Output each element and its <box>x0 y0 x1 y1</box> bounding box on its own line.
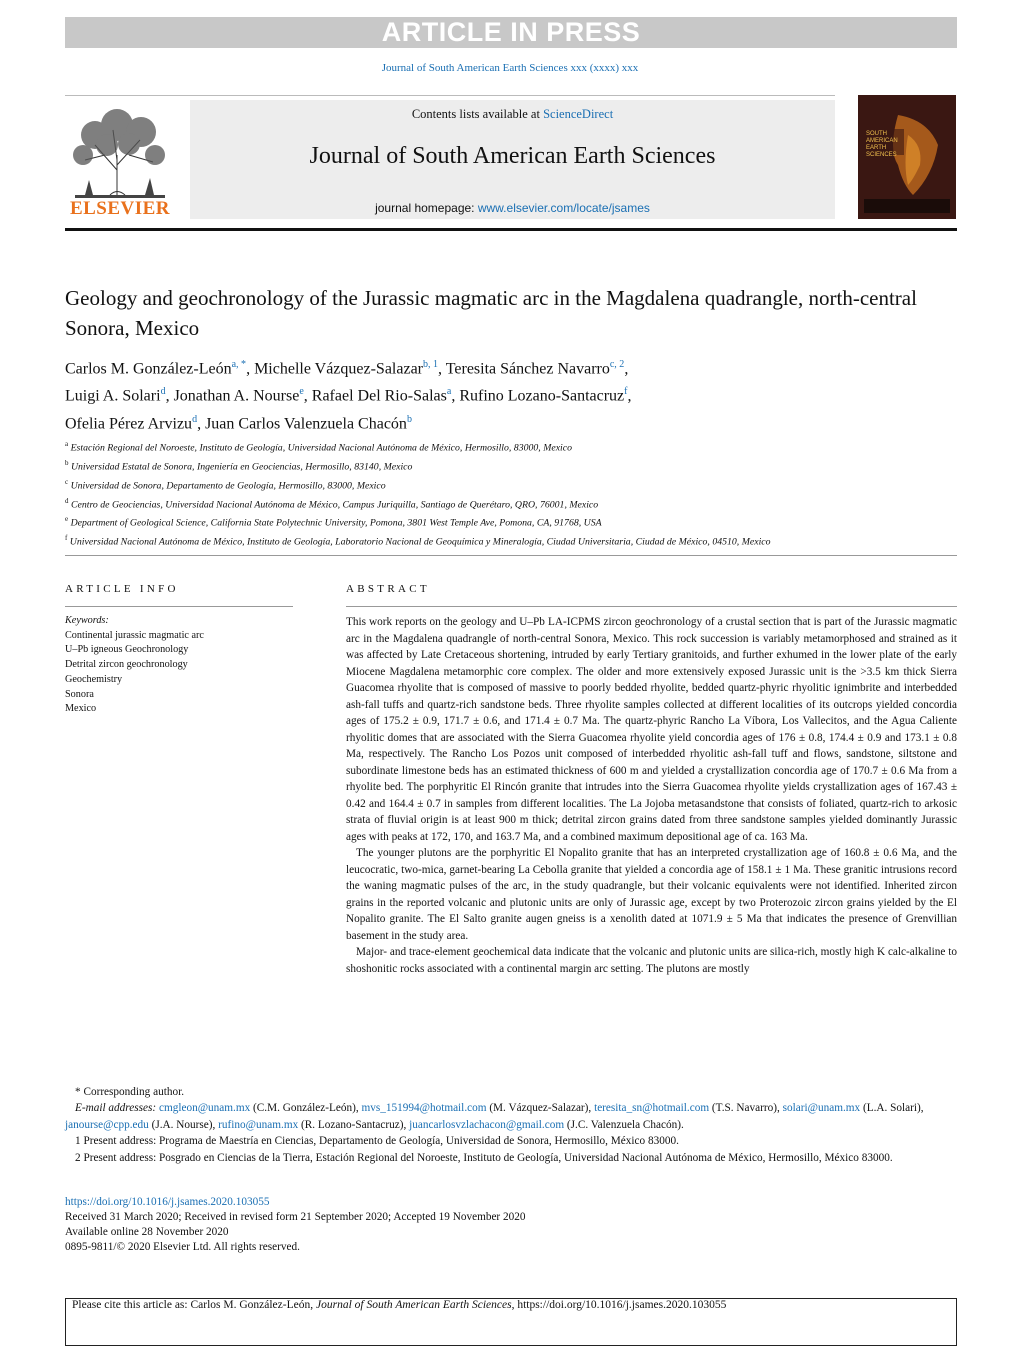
author-sep: , <box>165 387 174 405</box>
abstract-rule <box>346 606 957 607</box>
affiliation-e <box>65 512 957 531</box>
publication-info <box>65 1195 957 1255</box>
author-8[interactable]: Ofelia Pérez Arvizu <box>65 414 193 432</box>
keyword: U–Pb igneous Geochronology <box>65 644 189 656</box>
copyright: 0895-9811/© 2020 Elsevier Ltd. All rights reserved. <box>65 1241 300 1253</box>
author-4-affil[interactable]: d <box>160 386 166 398</box>
author-sep: , <box>197 414 206 432</box>
keyword: Geochemistry <box>65 673 123 685</box>
footnote-2: 2 Present address: Posgrado en Ciencias de la Tierra, Estación Regional del Noroeste, Instituto de Geología, Universidad Nacional Autónoma de México, Hermosillo, México 83000. <box>75 1151 893 1164</box>
author-6[interactable]: Rafael Del Rio-Salas <box>311 387 447 405</box>
doi-link[interactable]: https://doi.org/10.1016/j.jsames.2020.103055 <box>65 1196 270 1208</box>
homepage-link[interactable]: www.elsevier.com/locate/jsames <box>477 201 650 215</box>
keyword: Sonora <box>65 688 94 700</box>
email-link[interactable]: juancarlosvzlachacon@gmail.com <box>409 1118 565 1131</box>
homepage-prefix: journal homepage: <box>375 201 478 215</box>
email-owner: (L.A. Solari), <box>860 1102 924 1115</box>
corresponding-author-note: * Corresponding author. <box>75 1086 185 1098</box>
journal-cover-image[interactable] <box>858 95 956 219</box>
section-rule <box>65 555 957 556</box>
sciencedirect-link[interactable]: ScienceDirect <box>543 107 614 121</box>
cite-journal: Journal of South American Earth Sciences <box>315 1299 512 1311</box>
affil-key: e <box>65 515 69 524</box>
svg-text:AMERICAN: AMERICAN <box>866 138 898 144</box>
author-1-affil[interactable]: a, * <box>231 359 247 370</box>
affil-text: Universidad Estatal de Sonora, Ingeniería en Geociencias, Hermosillo, 83140, Mexico <box>70 461 413 473</box>
email-owner: (M. Vázquez-Salazar), <box>486 1102 595 1115</box>
keyword: Mexico <box>65 703 97 715</box>
email-link[interactable]: rufino@unam.mx <box>218 1118 299 1131</box>
author-3[interactable]: Teresita Sánchez Navarro <box>445 360 610 378</box>
author-sep: , <box>451 387 460 405</box>
elsevier-wordmark: ELSEVIER <box>69 198 171 219</box>
affiliation-a <box>65 437 957 456</box>
affil-key: d <box>65 496 69 505</box>
article-info-heading: ARTICLE INFO <box>65 583 179 595</box>
affil-key: f <box>65 534 68 543</box>
email-link[interactable]: mvs_151994@hotmail.com <box>361 1102 487 1115</box>
author-sep: , <box>303 387 312 405</box>
affil-text: Department of Geological Science, California State Polytechnic University, Pomona, 3801 West Temple Ave, Pomona, CA, 91768, USA <box>70 517 602 529</box>
affiliation-b <box>65 456 957 475</box>
keyword: Continental jurassic magmatic arc <box>65 629 204 641</box>
journal-title: Journal of South American Earth Sciences <box>309 143 716 169</box>
affil-text: Centro de Geociencias, Universidad Nacional Autónoma de México, Campus Juriquilla, Santiago de Querétaro, QRO, 76001, Mexico <box>70 498 599 510</box>
author-2-affil[interactable]: b, 1 <box>423 359 439 370</box>
affil-key: a <box>65 440 69 448</box>
author-8-affil[interactable]: d <box>192 413 198 425</box>
header-bottom-rule <box>65 228 957 231</box>
email-label: E-mail addresses: <box>75 1102 159 1115</box>
cover-art <box>858 95 956 219</box>
cite-suffix: , https://doi.org/10.1016/j.jsames.2020.103055 <box>511 1299 727 1311</box>
article-in-press-banner: ARTICLE IN PRESS <box>65 17 957 48</box>
author-2[interactable]: Michelle Vázquez-Salazar <box>254 360 424 378</box>
keyword: Detrital zircon geochronology <box>65 659 188 671</box>
email-link[interactable]: solari@unam.mx <box>782 1102 861 1115</box>
svg-text:SCIENCES: SCIENCES <box>866 152 897 158</box>
email-owner: (R. Lozano-Santacruz), <box>298 1118 410 1131</box>
affil-key: c <box>65 477 69 486</box>
article-info-rule <box>65 606 293 607</box>
abstract-body <box>346 614 957 977</box>
affiliation-c <box>65 475 957 494</box>
affil-key: b <box>65 458 69 467</box>
author-sep: , <box>627 387 632 405</box>
affiliation-d <box>65 494 957 513</box>
abstract-paragraph-3: Major- and trace-element geochemical data indicate that the volcanic and plutonic units are silica-rich, mostly high K calc-alkaline to shoshonitic rocks associated with a continental margin arc setting. The plutons are mostly <box>346 946 957 975</box>
author-9[interactable]: Juan Carlos Valenzuela Chacón <box>205 414 407 432</box>
svg-text:SOUTH: SOUTH <box>866 131 887 137</box>
abstract-heading: ABSTRACT <box>346 583 430 595</box>
email-addresses <box>65 1100 957 1133</box>
journal-citation-link[interactable]: Journal of South American Earth Sciences xxx (xxxx) xxx <box>381 62 639 74</box>
author-3-affil[interactable]: c, 2 <box>609 359 625 370</box>
received-dates: Received 31 March 2020; Received in revised form 21 September 2020; Accepted 19 November 2020 <box>65 1211 526 1223</box>
paper-title: Geology and geochronology of the Jurassic magmatic arc in the Magdalena quadrangle, north-central Sonora, Mexico <box>65 286 917 340</box>
author-5-affil[interactable]: e <box>299 386 304 398</box>
abstract-paragraph-2: The younger plutons are the porphyritic El Nopalito granite that has an interpreted crystallization age of 160.8 ± 0.6 Ma, and the leucocratic, two-mica, garnet-bearing La Cebolla granite that yielded a concordia age of 158.1 ± 1 Ma. These granitic intrusions record the waning magmatic pulses of the arc, in the study quadrangle, but their volcanic equivalents were not identified. Inherited zircon grains in the reported volcanic and plutonic units are only of Jurassic age, except by two Proterozoic zircon grains yielded by the El Nopalito granite. The El Salto granite augen gneiss is a xenolith dated at 1071.9 ± 5 Ma that indicates the presence of Grenvillian basement in the study area. <box>346 847 957 942</box>
homepage-line <box>190 201 835 215</box>
author-4[interactable]: Luigi A. Solari <box>65 387 161 405</box>
svg-text:EARTH: EARTH <box>866 145 887 151</box>
email-link[interactable]: janourse@cpp.edu <box>65 1118 149 1131</box>
affil-text: Estación Regional del Noroeste, Instituto de Geología, Universidad Nacional Autónoma de México, Hermosillo, 83000, Mexico <box>70 442 573 454</box>
cite-this-text <box>72 1299 726 1311</box>
footnote-1: 1 Present address: Programa de Maestría en Ciencias, Departamento de Geología, Universidad de Sonora, Hermosillo, México 83000. <box>75 1135 679 1148</box>
email-link[interactable]: teresita_sn@hotmail.com <box>594 1102 710 1115</box>
author-6-affil[interactable]: a <box>446 386 452 398</box>
author-9-affil[interactable]: b <box>406 413 412 425</box>
affiliation-f <box>65 531 957 550</box>
affiliations <box>65 437 957 550</box>
abstract-paragraph-1: This work reports on the geology and U–Pb LA-ICPMS zircon geochronology of a crustal section that is part of the Jurassic magmatic arc in the Magdalena quadrangle of north-central Sonora, Mexico. This rock succession is variably metamorphosed and strained as it was affected by Late Cretaceous shortening, intruded by early Tertiary granitoids, and further exhumed in the lower plate of the early Miocene Magdalena metamorphic core complex. The older and more extensively exposed Jurassic unit is the >3.5 km thick Sierra Guacomea rhyolite that is composed of massive to poorly bedded rhyolite, bedded quartz-phyric rhyolitic ignimbrite and interbedded ash-fall tuffs and quartz-rich sandstone beds. Three rhyolite samples collected at different localities of its outcrops yielded concordia ages of 175.2 ± 0.9, 171.7 ± 0.6, and 171.4 ± 0.7 Ma. The quartz-phyric Rancho La Víbora, Los Vallecitos, and the Agua Caliente rhyolitic domes that are associated with the Sierra Guacomea rhyolite yield concordia ages of 176 ± 0.8, 174.4 ± 0.9 and 173.1 ± 0.8 Ma, respectively. The Rancho Los Pozos unit composed of interbedded rhyolitic ash-fall tuff and flows, sandstone, siltstone and subordinate limestone beds has an estimated thickness of 600 m and yielded a crystallization concordia age of 170.7 ± 0.6 Ma from a rhyolite bed. The porphyritic El Rincón granite that intrudes into the Sierra Guacomea rhyolite yields crystallization ages of 167.43 ± 0.42 and 164.4 ± 0.7 in samples from different localities. The La Jojoba metasandstone that consists of foliated, quartz-rich to arkosic strata of fluvial origin is at least 900 m thick; detrital zircon grains dated from three sandstone samples yielded dominantly Jurassic ages with peaks at 172, 170, and 163.7 Ma, and a combined maximum depositional age of ca. 163 Ma. <box>346 616 957 843</box>
author-5[interactable]: Jonathan A. Nourse <box>173 387 300 405</box>
author-1[interactable]: Carlos M. González-León <box>65 360 232 378</box>
author-sep: , <box>624 360 629 378</box>
author-7[interactable]: Rufino Lozano-Santacruz <box>459 387 625 405</box>
available-online: Available online 28 November 2020 <box>65 1226 229 1238</box>
author-sep: , <box>438 360 446 378</box>
header-top-rule <box>65 95 835 96</box>
footnotes <box>65 1084 957 1166</box>
contents-line <box>190 107 835 122</box>
email-owner: (C.M. González-León), <box>250 1102 362 1115</box>
keywords-label: Keywords: <box>65 615 109 626</box>
author-list <box>65 353 957 435</box>
email-owner: (T.S. Navarro), <box>709 1102 783 1115</box>
email-owner: (J.C. Valenzuela Chacón). <box>564 1118 684 1131</box>
contents-prefix: Contents lists available at <box>411 107 544 121</box>
author-7-affil[interactable]: f <box>624 386 628 398</box>
affil-text: Universidad Nacional Autónoma de México, Instituto de Geología, Laboratorio Nacional de Geoquímica y Mineralogía, Ciudad Universitaria, Ciudad de México, 04510, Mexico <box>69 536 771 548</box>
cite-prefix: Please cite this article as: Carlos M. González-León, <box>72 1299 316 1311</box>
email-link[interactable]: cmgleon@unam.mx <box>158 1102 251 1115</box>
affil-text: Universidad de Sonora, Departamento de Geología, Hermosillo, 83000, Mexico <box>70 479 386 491</box>
keywords-block <box>65 614 295 717</box>
email-owner: (J.A. Nourse), <box>148 1118 219 1131</box>
author-sep: , <box>246 360 255 378</box>
